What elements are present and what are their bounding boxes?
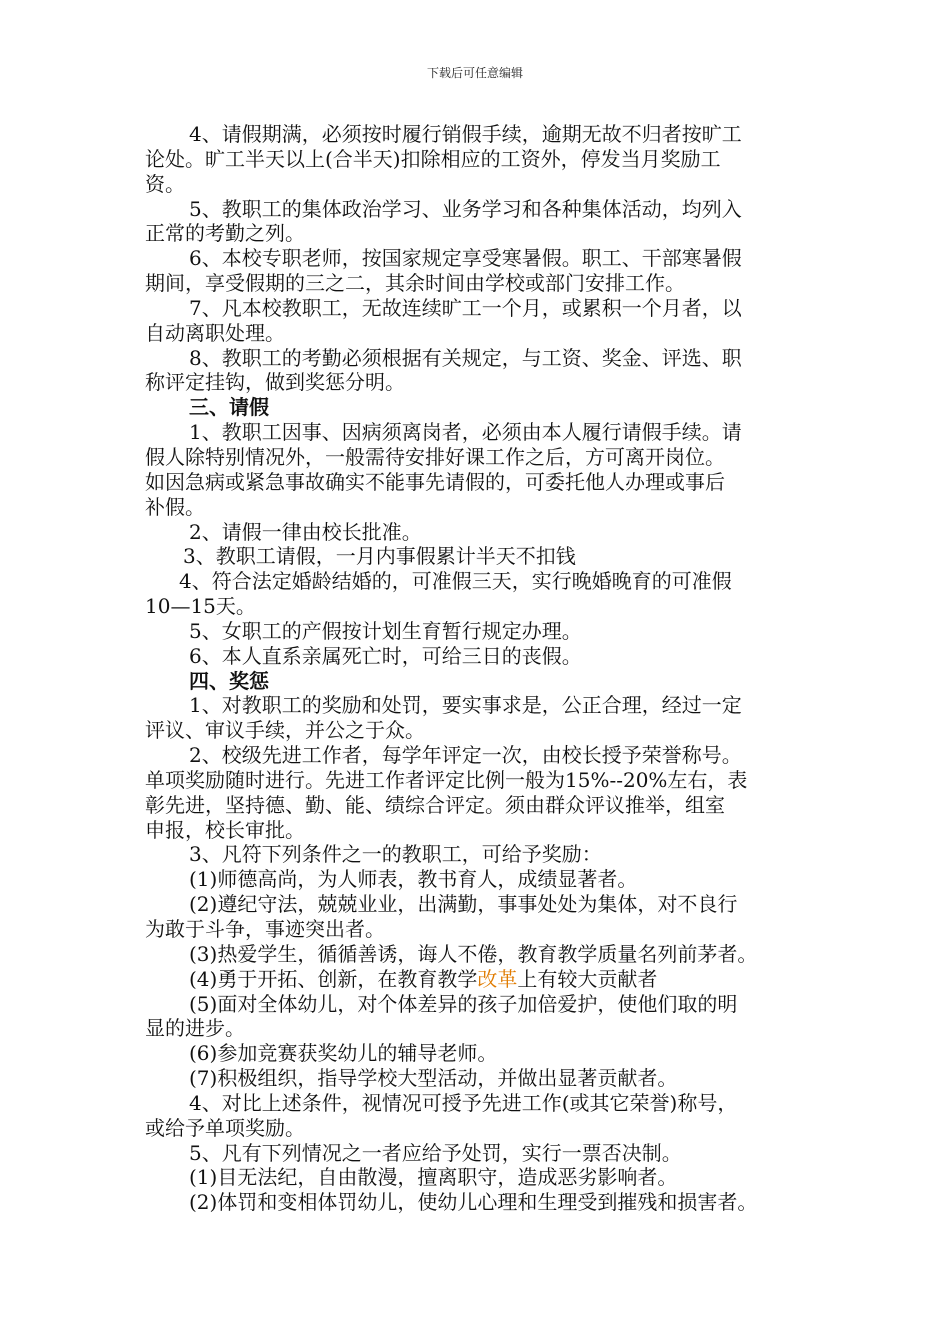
text-line: 假人除特别情况外，一般需待安排好课工作之后，方可离开岗位。 [145,444,725,469]
text-line: 5、女职工的产假按计划生育暂行规定办理。 [189,618,582,643]
text-line: 自动离职处理。 [145,320,285,345]
text-line: 1、对教职工的奖励和处罚，要实事求是，公正合理，经过一定 [189,693,742,718]
text-line: 6、本校专职老师，按国家规定享受寒暑假。职工、干部寒暑假 [189,246,742,271]
text-line: 彰先进，坚持德、勤、能、绩综合评定。须由群众评议推举，组室 [145,792,725,817]
text-line: 期间，享受假期的三之二，其余时间由学校或部门安排工作。 [145,271,685,296]
text-line: 正常的考勤之列。 [145,221,305,246]
text-line: (2)遵纪守法，兢兢业业，出满勤，事事处处为集体，对不良行 [189,892,738,917]
section-heading: 三、请假 [189,395,269,420]
page-header: 下载后可任意编辑 [426,66,523,80]
text-line: 8、教职工的考勤必须根据有关规定，与工资、奖金、评选、职 [189,345,742,370]
text-line: (6)参加竞赛获奖幼儿的辅导老师。 [189,1041,498,1066]
highlighted-keyword: 改革 [477,966,518,991]
text-line: 如因急病或紧急事故确实不能事先请假的，可委托他人办理或事后 [145,469,725,494]
text-line: 称评定挂钩，做到奖惩分明。 [145,370,405,395]
text-line: 10—15天。 [145,594,256,619]
text-line: 4、请假期满，必须按时履行销假手续，逾期无故不归者按旷工 [189,122,742,146]
text-line: 评议、审议手续，并公之于众。 [145,718,425,743]
text-line: 资。 [145,171,185,196]
text-line: (2)体罚和变相体罚幼儿，使幼儿心理和生理受到摧残和损害者。 [189,1190,758,1215]
text-line [145,967,817,992]
text-line: (3)热爱学生，循循善诱，诲人不倦，教育教学质量名列前茅者。 [189,941,758,966]
text-line: 补假。 [145,494,205,519]
section-heading: 四、奖惩 [189,668,269,693]
text-line: 论处。旷工半天以上(合半天)扣除相应的工资外，停发当月奖励工 [145,146,721,171]
text-segment: (4)勇于开拓、创新，在教育教学 [189,966,478,991]
text-line: (7)积极组织，指导学校大型活动，并做出显著贡献者。 [189,1066,678,1091]
text-line: 为敢于斗争，事迹突出者。 [145,917,385,941]
text-line: 或给予单项奖励。 [145,1115,305,1140]
text-line: 3、教职工请假，一月内事假累计半天不扣钱 [183,544,576,569]
text-line: 7、凡本校教职工，无故连续旷工一个月，或累积一个月者，以 [189,295,742,320]
text-line: 2、校级先进工作者，每学年评定一次，由校长授予荣誉称号。 [189,743,742,768]
text-line: 3、凡符下列条件之一的教职工，可给予奖励： [189,842,602,867]
text-line: (1)师德高尚，为人师表，教书育人，成绩显著者。 [189,867,638,892]
text-line: 5、凡有下列情况之一者应给予处罚，实行一票否决制。 [189,1140,682,1165]
text-line: 单项奖励随时进行。先进工作者评定比例一般为15%--20%左右，表 [145,767,748,792]
text-line: 申报，校长审批。 [145,817,305,842]
text-segment: 上有较大贡献者 [517,966,658,991]
document-body [145,122,817,1215]
text-line: (5)面对全体幼儿，对个体差异的孩子加倍爱护，使他们取的明 [189,991,738,1016]
text-line: 4、对比上述条件，视情况可授予先进工作(或其它荣誉)称号， [189,1090,738,1115]
text-line: 6、本人直系亲属死亡时，可给三日的丧假。 [189,643,582,668]
text-line: (1)目无法纪，自由散漫，擅离职守，造成恶劣影响者。 [189,1165,678,1190]
text-line: 1、教职工因事、因病须离岗者，必须由本人履行请假手续。请 [189,420,742,445]
text-line: 5、教职工的集体政治学习、业务学习和各种集体活动，均列入 [189,196,742,221]
text-line: 显的进步。 [145,1016,245,1041]
text-line: 4、符合法定婚龄结婚的，可准假三天，实行晚婚晚育的可准假 [179,569,732,594]
text-line: 2、请假一律由校长批准。 [189,519,422,544]
